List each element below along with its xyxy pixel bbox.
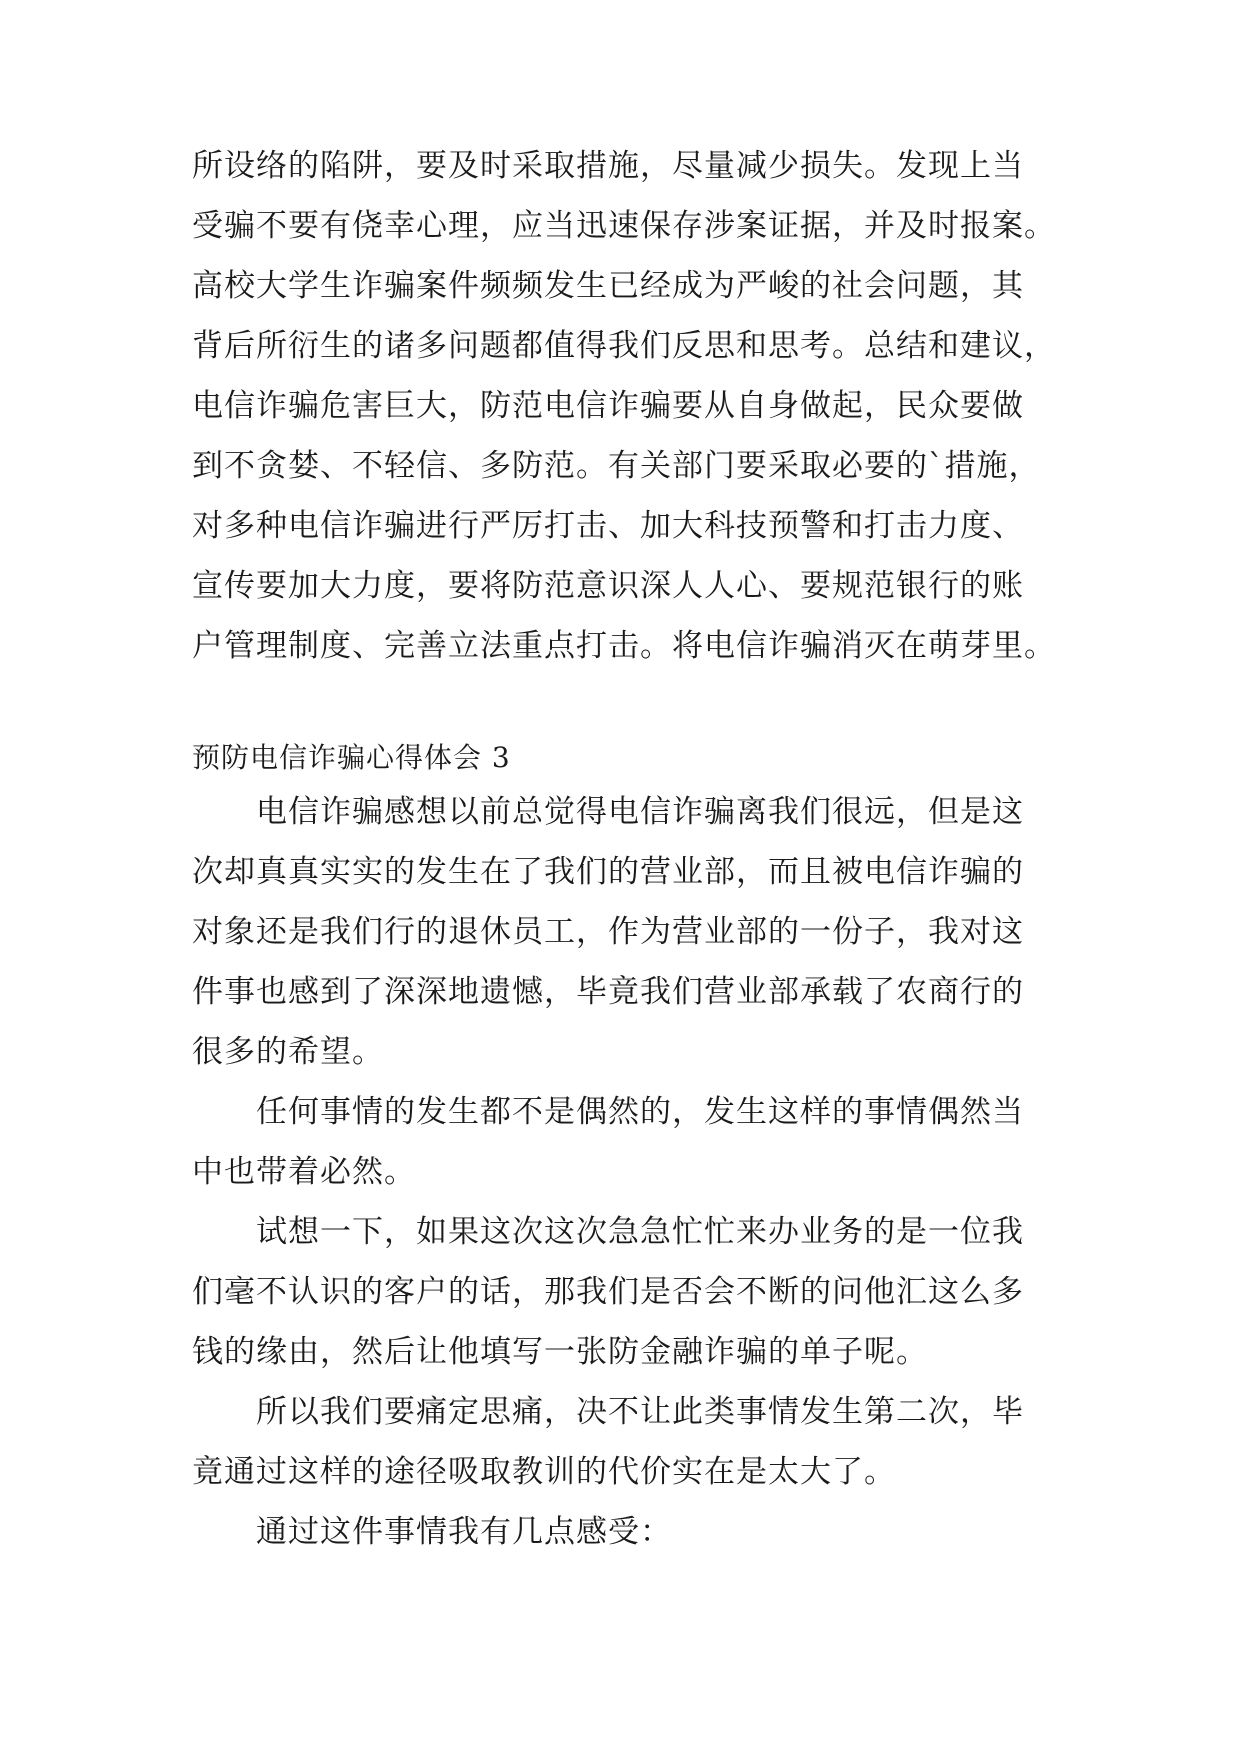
text-line: 电信诈骗感想以前总觉得电信诈骗离我们很远，但是这 (256, 794, 1024, 830)
text-line: 试想一下，如果这次这次急急忙忙来办业务的是一位我 (256, 1214, 1024, 1250)
text-line: 宣传要加大力度，要将防范意识深人人心、要规范银行的账 (192, 568, 1024, 604)
text-line: 件事也感到了深深地遗憾，毕竟我们营业部承载了农商行的 (192, 974, 1024, 1010)
text-line: 所以我们要痛定思痛，决不让此类事情发生第二次，毕 (256, 1394, 1024, 1430)
text-line: 背后所衍生的诸多问题都值得我们反思和思考。总结和建议， (192, 328, 1056, 364)
text-line: 所设络的陷阱，要及时采取措施，尽量减少损失。发现上当 (192, 148, 1024, 184)
text-line: 对多种电信诈骗进行严厉打击、加大科技预警和打击力度、 (192, 508, 1024, 544)
text-line: 中也带着必然。 (192, 1154, 416, 1190)
text-line: 电信诈骗危害巨大，防范电信诈骗要从自身做起，民众要做 (192, 388, 1024, 424)
text-line: 钱的缘由，然后让他填写一张防金融诈骗的单子呢。 (192, 1334, 928, 1370)
section-heading: 预防电信诈骗心得体会 3 (192, 741, 511, 774)
text-line: 户管理制度、完善立法重点打击。将电信诈骗消灭在萌芽里。 (192, 628, 1056, 664)
text-line: 到不贪婪、不轻信、多防范。有关部门要采取必要的`措施， (192, 448, 1041, 484)
text-line: 对象还是我们行的退休员工，作为营业部的一份子，我对这 (192, 914, 1024, 950)
text-line: 们毫不认识的客户的话，那我们是否会不断的问他汇这么多 (192, 1274, 1024, 1310)
text-line: 高校大学生诈骗案件频频发生已经成为严峻的社会问题，其 (192, 268, 1024, 304)
text-line: 通过这件事情我有几点感受： (256, 1514, 672, 1550)
text-line: 任何事情的发生都不是偶然的，发生这样的事情偶然当 (256, 1094, 1024, 1130)
text-line: 次却真真实实的发生在了我们的营业部，而且被电信诈骗的 (192, 854, 1024, 890)
text-line: 受骗不要有侥幸心理，应当迅速保存涉案证据，并及时报案。 (192, 208, 1056, 244)
text-line: 很多的希望。 (192, 1034, 384, 1070)
text-line: 竟通过这样的途径吸取教训的代价实在是太大了。 (192, 1454, 896, 1490)
